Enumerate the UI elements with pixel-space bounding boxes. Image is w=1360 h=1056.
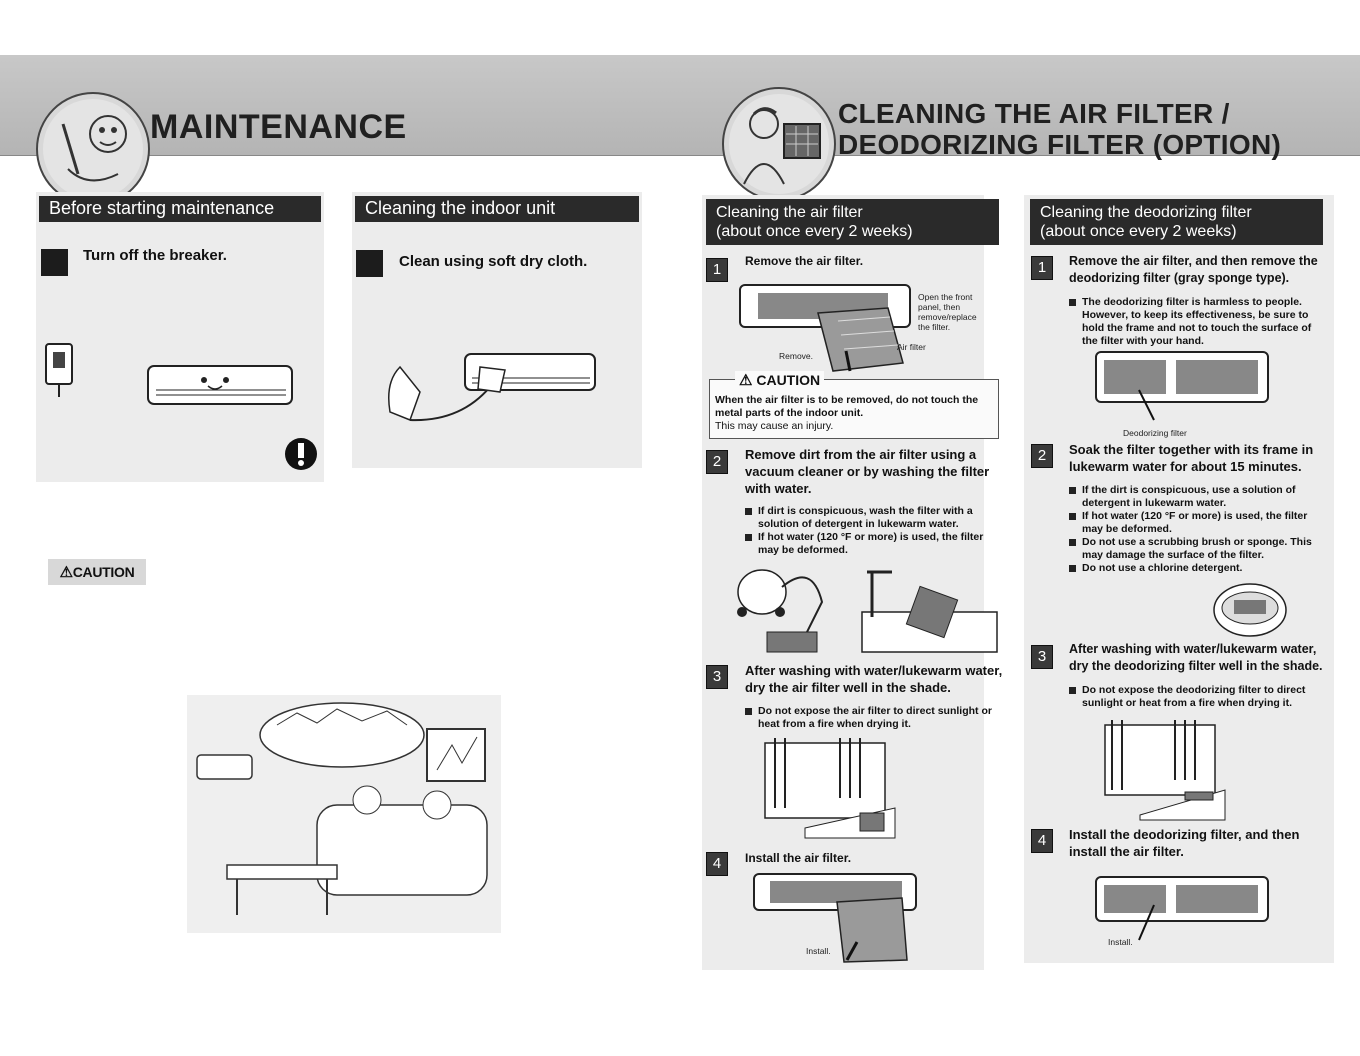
- page-title-maintenance: MAINTENANCE: [150, 108, 407, 146]
- deodorizing-header-line2: (about once every 2 weeks): [1040, 223, 1237, 240]
- caution-title: [735, 371, 824, 389]
- note-item: [745, 705, 1007, 731]
- deodorizing-step3-note: [1069, 684, 1329, 710]
- note-item: [1069, 536, 1331, 562]
- indoor-unit-panel: [352, 192, 642, 468]
- dry-deodorizing-text: After washing with water/lukewarm water, dry the deodorizing filter well in the shade.: [1069, 642, 1323, 673]
- step-number: 3: [706, 665, 728, 689]
- install-deodorizing-text: Install the deodorizing filter, and then install the air filter.: [1069, 827, 1300, 859]
- install-air-filter-text: Install the air filter.: [745, 851, 852, 865]
- note-bullet: [1069, 687, 1076, 694]
- deodorizing-drying-illustration-icon: [1100, 720, 1230, 820]
- air-filter-header: [706, 199, 999, 245]
- note-bullet: [1069, 487, 1076, 494]
- note-bullet: [745, 708, 752, 715]
- caution-label-text: CAUTION: [72, 564, 135, 580]
- remove-deodorizing-text: Remove the air filter, and then remove the deodorizing filter (gray sponge type).: [1069, 254, 1318, 285]
- step-number: 4: [706, 852, 728, 876]
- instruction-bullet: [41, 249, 68, 276]
- note-bullet: [1069, 565, 1076, 572]
- dry-note: [745, 705, 1007, 731]
- caution-label: ⚠CAUTION: [48, 559, 146, 585]
- step-number: 3: [1031, 645, 1053, 669]
- caution-bold-text: When the air filter is to be removed, do not touch the metal parts of the indoor unit.: [715, 394, 979, 419]
- filter-install-illustration-icon: [752, 872, 922, 962]
- install-label: Install.: [1108, 937, 1133, 947]
- indoor-unit-header: Cleaning the indoor unit: [355, 196, 639, 222]
- caution-injury-text: This may cause an injury.: [715, 420, 834, 432]
- note-bullet: [745, 534, 752, 541]
- page-title-air-filter: [838, 98, 1281, 160]
- drying-window-illustration-icon: [760, 738, 900, 838]
- warning-exclamation-icon: [284, 437, 318, 471]
- deodorizing-step2-notes: [1069, 484, 1331, 575]
- air-filter-header-line1: Cleaning the air filter: [716, 204, 863, 221]
- step-number: 2: [706, 450, 728, 474]
- air-filter-caution-box: [709, 372, 999, 439]
- note-item: [1069, 510, 1331, 536]
- deodorizing-filter-removal-illustration-icon: [1094, 350, 1274, 428]
- deodorizing-header: [1030, 199, 1323, 245]
- remove-label: Remove.: [779, 351, 814, 361]
- caution-triangle-icon: ⚠: [739, 372, 753, 389]
- install-label: Install.: [806, 946, 831, 956]
- turn-off-breaker-text: Turn off the breaker.: [83, 247, 227, 264]
- step-number: 2: [1031, 444, 1053, 468]
- wiping-unit-illustration-icon: [380, 342, 600, 452]
- deodorizing-header-line1: Cleaning the deodorizing filter: [1040, 204, 1252, 221]
- air-filter-note-list: [745, 505, 1007, 557]
- note-item: [745, 505, 1007, 531]
- note-item: [1069, 562, 1331, 575]
- note-bullet: [745, 508, 752, 515]
- remove-dirt-text: Remove dirt from the air filter using a vacuum cleaner or by washing the filter with water.: [745, 447, 990, 496]
- note-bullet: [1069, 299, 1076, 306]
- living-room-illustration-icon: [187, 695, 501, 933]
- note-item: [745, 531, 1007, 557]
- air-filter-label: Air filter: [897, 342, 926, 352]
- filter-removal-illustration-icon: [738, 283, 918, 378]
- remove-air-filter-text: Remove the air filter.: [745, 254, 864, 268]
- step-number: 1: [1031, 256, 1053, 280]
- note-item: [1069, 684, 1329, 710]
- note-text: The deodorizing filter is harmless to people. However, to keep its effectiveness, be sure to hold the frame and not to touch the surface of the filter with your hand.: [1082, 296, 1312, 347]
- note-item: [1069, 484, 1331, 510]
- open-front-panel-label: Open the front panel, then remove/replace the filter.: [918, 292, 977, 332]
- before-maintenance-header: Before starting maintenance: [39, 196, 321, 222]
- step-number: 4: [1031, 829, 1053, 853]
- clean-soft-cloth-text: Clean using soft dry cloth.: [399, 253, 588, 270]
- deodorizing-install-illustration-icon: [1094, 875, 1274, 945]
- caution-body: [715, 394, 995, 433]
- note-bullet: [1069, 513, 1076, 520]
- note-text: If dirt is conspicuous, wash the filter with a solution of detergent in lukewarm water.: [758, 505, 973, 530]
- deodorizing-step1-note: [1069, 296, 1329, 348]
- step-number: 1: [706, 258, 728, 282]
- soak-filter-text: Soak the filter together with its frame in lukewarm water for about 15 minutes.: [1069, 442, 1314, 474]
- note-bullet: [1069, 539, 1076, 546]
- instruction-bullet: [356, 250, 383, 277]
- page-title-line1: CLEANING THE AIR FILTER /: [838, 98, 1230, 129]
- page-title-line2: DEODORIZING FILTER (OPTION): [838, 129, 1282, 160]
- note-text: Do not expose the deodorizing filter to direct sunlight or heat from a fire when drying it.: [1082, 684, 1306, 709]
- note-item: [1069, 296, 1329, 348]
- breaker-switch-icon: [44, 342, 74, 397]
- before-maintenance-panel: [36, 192, 324, 482]
- vacuum-and-washing-illustration-icon: [732, 562, 1002, 660]
- soaking-basin-illustration-icon: [1210, 580, 1290, 640]
- caution-title-text: CAUTION: [756, 372, 821, 388]
- air-filter-header-line2: (about once every 2 weeks): [716, 223, 913, 240]
- indoor-unit-smiling-icon: [146, 360, 296, 410]
- maintenance-illustration-icon: [36, 92, 150, 206]
- note-text: If the dirt is conspicuous, use a solution of detergent in lukewarm water.: [1082, 484, 1296, 509]
- note-text: Do not expose the air filter to direct sunlight or heat from a fire when drying it.: [758, 705, 992, 730]
- note-text: If hot water (120 °F or more) is used, the filter may be deformed.: [758, 531, 984, 556]
- dry-air-filter-text: After washing with water/lukewarm water, dry the air filter well in the shade.: [745, 663, 1003, 695]
- note-text: If hot water (120 °F or more) is used, the filter may be deformed.: [1082, 510, 1308, 535]
- deodorizing-filter-label: Deodorizing filter: [1123, 428, 1187, 438]
- note-text: Do not use a chlorine detergent.: [1082, 562, 1243, 574]
- note-text: Do not use a scrubbing brush or sponge. This may damage the surface of the filter.: [1082, 536, 1312, 561]
- filter-cleaning-illustration-icon: [722, 87, 836, 201]
